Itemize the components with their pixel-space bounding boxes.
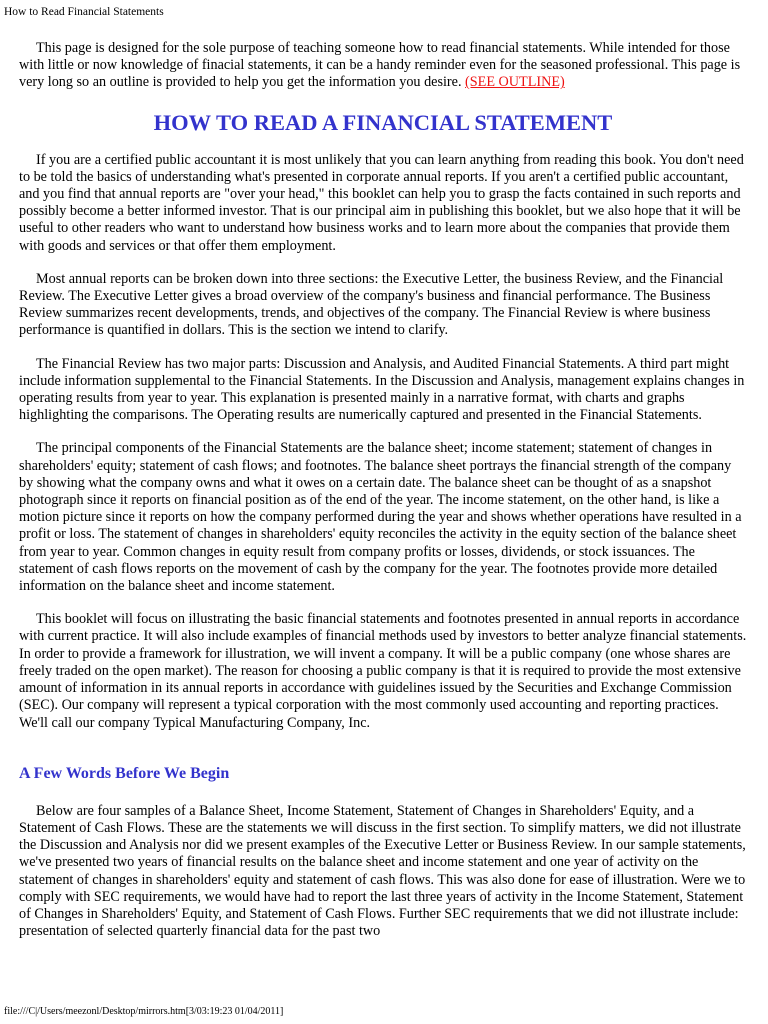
- intro-paragraph: [19, 40, 747, 92]
- document-body: [19, 40, 747, 940]
- page-footer-path: file:///C|/Users/meezonl/Desktop/mirrors.htm[3/03:19:23 01/04/2011]: [4, 1006, 284, 1017]
- main-title: HOW TO READ A FINANCIAL STATEMENT: [153, 109, 613, 135]
- paragraph-four-samples: Below are four samples of a Balance Sheet, Income Statement, Statement of Changes in Shareholders' Equity, and a Statement of Cash Flows. These are the statements we will discuss in the first section. To simplify matters, we did not illustrate the Discussion and Analysis nor did we present examples of the Executive Letter or Business Review. In our sample statements, we've presented two years of financial results on the balance sheet and income statement and one year of activity on the statement of changes in shareholders' equity and statement of cash flows. This was also done for ease of illustration. Were we to comply with SEC requirements, we would have had to report the last three years of activity in the Income Statement, Statement of Changes in Shareholders' Equity, and Statement of Cash Flows. Further SEC requirements that we did not illustrate include: presentation of selected quarterly financial data for the past two: [19, 802, 746, 940]
- section-title: A Few Words Before We Begin: [19, 764, 230, 782]
- page-header-title: How to Read Financial Statements: [4, 6, 164, 18]
- paragraph-principal-components: The principal components of the Financial Statements are the balance sheet; income statement; statement of changes in shareholders' equity; statement of cash flows; and footnotes. The balance sheet portrays the financial strength of the company by showing what the company owns and what it owes on a certain date. The balance sheet can be thought of as a snapshot photograph since it reports on financial position as of the end of the year. The income statement, on the other hand, is like a motion picture since it reports on how the company performed during the year and shows whether operations have resulted in a profit or loss. The statement of changes in shareholders' equity reconciles the activity in the equity section of the balance sheet from year to year. Common changes in equity result from company profits or losses, dividends, or stock issuances. The statement of cash flows reports on the movement of cash by the company for the year. The footnotes provide more detailed information on the balance sheet and income statement.: [19, 440, 742, 595]
- intro-text: This page is designed for the sole purpose of teaching someone how to read financial statements. While intended for those with little or now knowledge of finacial statements, it can be a handy reminder even for the seasoned professional. This page is very long so an outline is provided to help you get the information you desire.: [19, 40, 741, 91]
- paragraph-booklet-focus: This booklet will focus on illustrating the basic financial statements and footnotes presented in annual reports in accordance with current practice. It will also include examples of financial methods used by investors to better analyze financial statements. In order to provide a framework for illustration, we will invent a company. It will be a public company (one whose shares are freely traded on the open market). The reason for choosing a public company is that it is required to provide the most extensive amount of information in its annual reports in accordance with guidelines issued by the Securities and Exchange Commission (SEC). Our company will represent a typical corporation with the most commonly used accounting and reporting practices. We'll call our company Typical Manufacturing Company, Inc.: [19, 611, 747, 731]
- paragraph-financial-review: The Financial Review has two major parts: Discussion and Analysis, and Audited Financial Statements. A third part might include information supplemental to the Financial Statements. In the Discussion and Analysis, management explains changes in operating results from year to year. This explanation is presented mainly in a narrative format, with charts and graphs highlighting the comparisons. The Operating results are numerically captured and presented in the Financial Statements.: [19, 355, 745, 424]
- see-outline-link[interactable]: (SEE OUTLINE): [465, 74, 565, 91]
- paragraph-cpa: If you are a certified public accountant it is most unlikely that you can learn anything from reading this book. You don't need to be told the basics of understanding what's presented in corporate annual reports. If you aren't a certified public accountant, and you find that annual reports are "over your head," this booklet can help you to grasp the facts contained in such reports and possibly become a better informed investor. That is our principal aim in publishing this booklet, but we also hope that it will be useful to other readers who want to understand how business works and to learn more about the companies that provide them with goods and services or that offer them employment.: [19, 151, 744, 254]
- paragraph-annual-report-sections: Most annual reports can be broken down into three sections: the Executive Letter, the business Review, and the Financial Review. The Executive Letter gives a broad overview of the company's business and financial performance. The Business Review summarizes recent developments, trends, and objectives of the company. The Financial Review is where business performance is quantified in dollars. This is the section we intend to clarify.: [19, 270, 724, 339]
